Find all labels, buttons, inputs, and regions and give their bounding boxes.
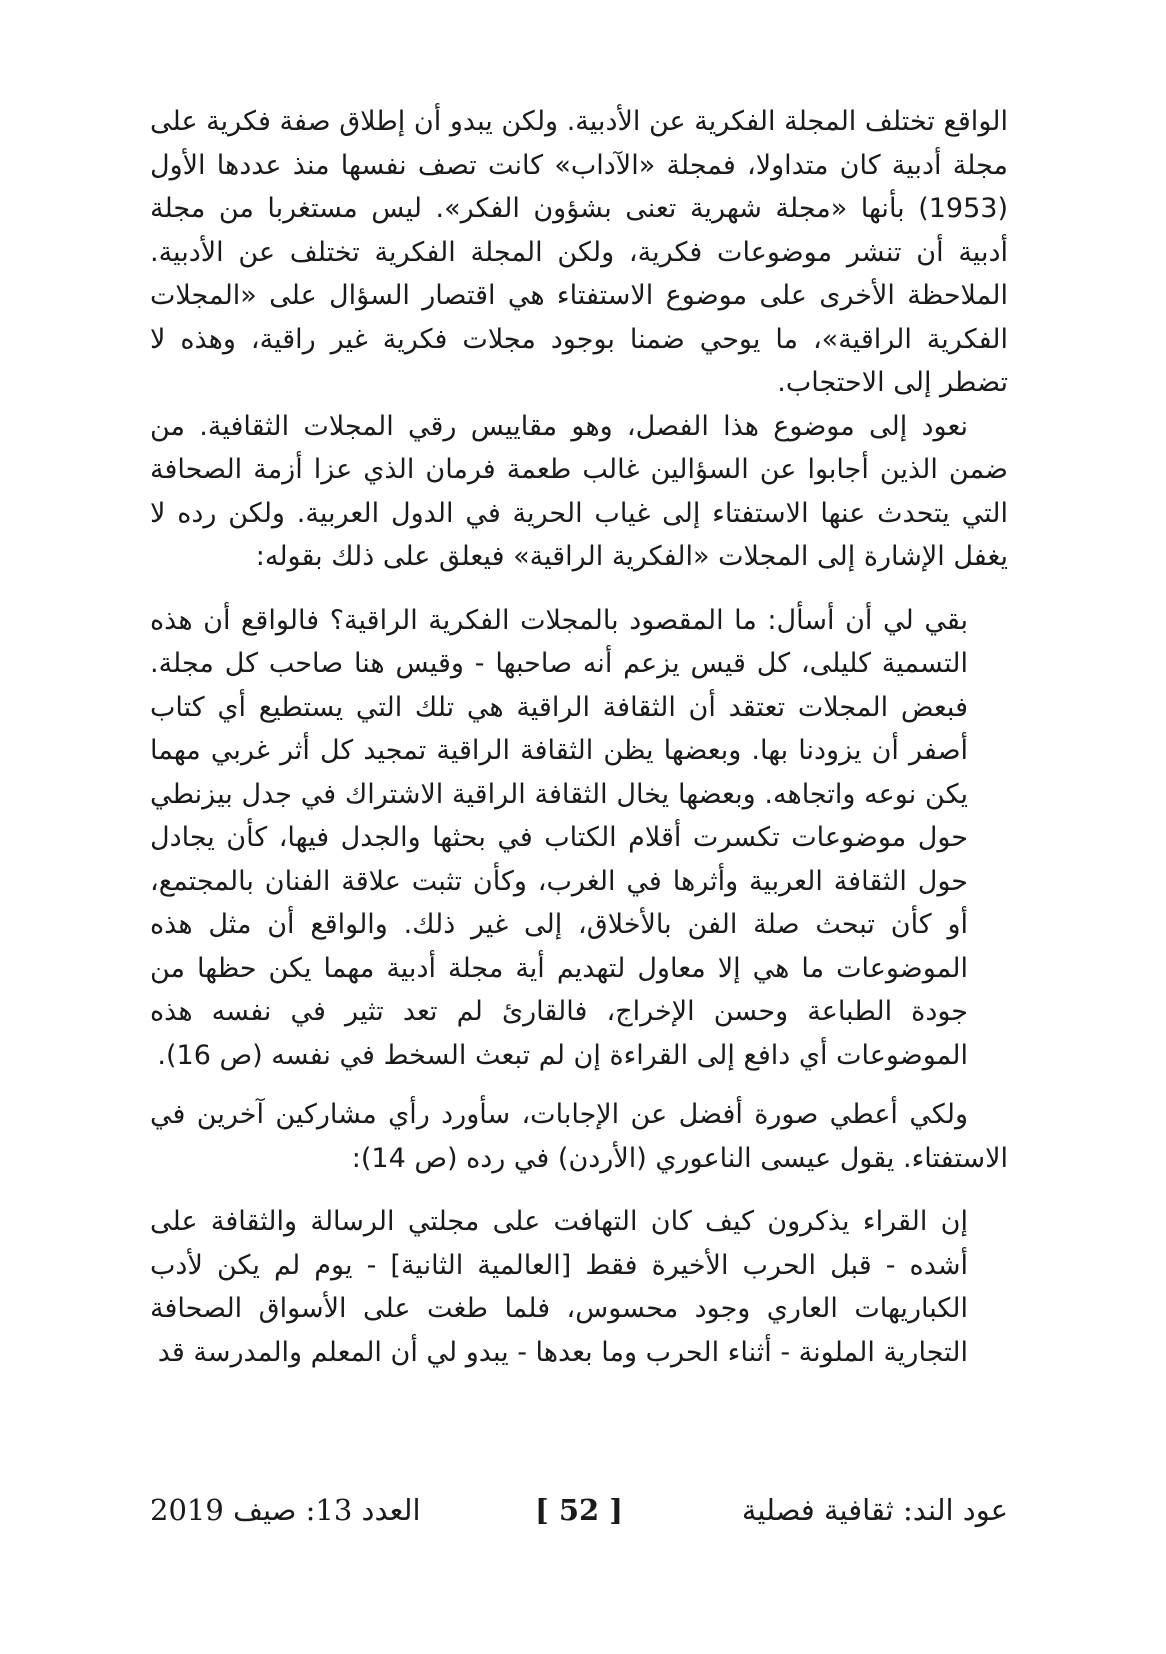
page-number: [ 52 ] <box>535 1493 623 1527</box>
footer-issue: العدد 13: صيف 2019 <box>150 1493 421 1527</box>
page-footer <box>150 1493 1008 1533</box>
spacer <box>150 1180 1008 1200</box>
spacer <box>150 1077 1008 1093</box>
block-quote: إن القراء يذكرون كيف كان التهافت على مجلتي الرسالة والثقافة على أشده - قبل الحرب الأخيرة فقط [العالمية الثانية] - يوم لم يكن لأدب الكباريهات العاري وجود محسوس، فلما طغت على الأسواق الصحافة التجارية الملونة - أثناء الحرب وما بعدها - يبدو لي أن المعلم والمدرسة قد <box>150 1206 968 1368</box>
paragraph: ولكي أعطي صورة أفضل عن الإجابات، سأورد رأي مشاركين آخرين في الاستفتاء. يقول عيسى الناعوري (الأردن) في رده (ص 14): <box>150 1099 1008 1174</box>
block-quote: بقي لي أن أسأل: ما المقصود بالمجلات الفكرية الراقية؟ فالواقع أن هذه التسمية كليلى، كل قيس يزعم أنه صاحبها - وقيس هنا صاحب كل مجلة. فبعض المجلات تعتقد أن الثقافة الراقية هي تلك التي يستطيع أي كتاب أصفر أن يزودنا بها. وبعضها يظن الثقافة الراقية تمجيد كل أثر غربي مهما يكن نوعه واتجاهه. وبعضها يخال الثقافة الراقية الاشتراك في جدل بيزنطي حول موضوعات تكسرت أقلام الكتاب في بحثها والجدل فيها، كأن يجادل حول الثقافة العربية وأثرها في الغرب، وكأن تثبت علاقة الفنان بالمجتمع، أو كأن تبحث صلة الفن بالأخلاق، إلى غير ذلك. والواقع أن مثل هذه الموضوعات ما هي إلا معاول لتهديم أية مجلة أدبية مهما يكن حظها من جودة الطباعة وحسن الإخراج، فالقارئ لم تعد تثير في نفسه هذه الموضوعات أي دافع إلى القراءة إن لم تبعث السخط في نفسه (ص 16). <box>150 604 968 1071</box>
article-body <box>150 100 1008 1374</box>
paragraph: نعود إلى موضوع هذا الفصل، وهو مقاييس رقي المجلات الثقافية. من ضمن الذين أجابوا عن السؤالين غالب طعمة فرمان الذي عزا أزمة الصحافة التي يتحدث عنها الاستفتاء إلى غياب الحرية في الدول العربية. ولكن رده لا يغفل الإشارة إلى المجلات «الفكرية الراقية» فيعلق على ذلك بقوله: <box>150 410 1008 572</box>
paragraph: الواقع تختلف المجلة الفكرية عن الأدبية. ولكن يبدو أن إطلاق صفة فكرية على مجلة أدبية كان متداولا، فمجلة «الآداب» كانت تصف نفسها منذ عددها الأول (1953) بأنها «مجلة شهرية تعنى بشؤون الفكر». ليس مستغربا من مجلة أدبية أن تنشر موضوعات فكرية، ولكن المجلة الفكرية تختلف عن الأدبية. الملاحظة الأخرى على موضوع الاستفتاء هي اقتصار السؤال على «المجلات الفكرية الراقية»، ما يوحي ضمنا بوجود مجلات فكرية غير راقية، وهذه لا تضطر إلى الاحتجاب. <box>150 106 1008 398</box>
spacer <box>150 579 1008 599</box>
footer-journal-name: عود الند: ثقافية فصلية <box>741 1493 1008 1527</box>
